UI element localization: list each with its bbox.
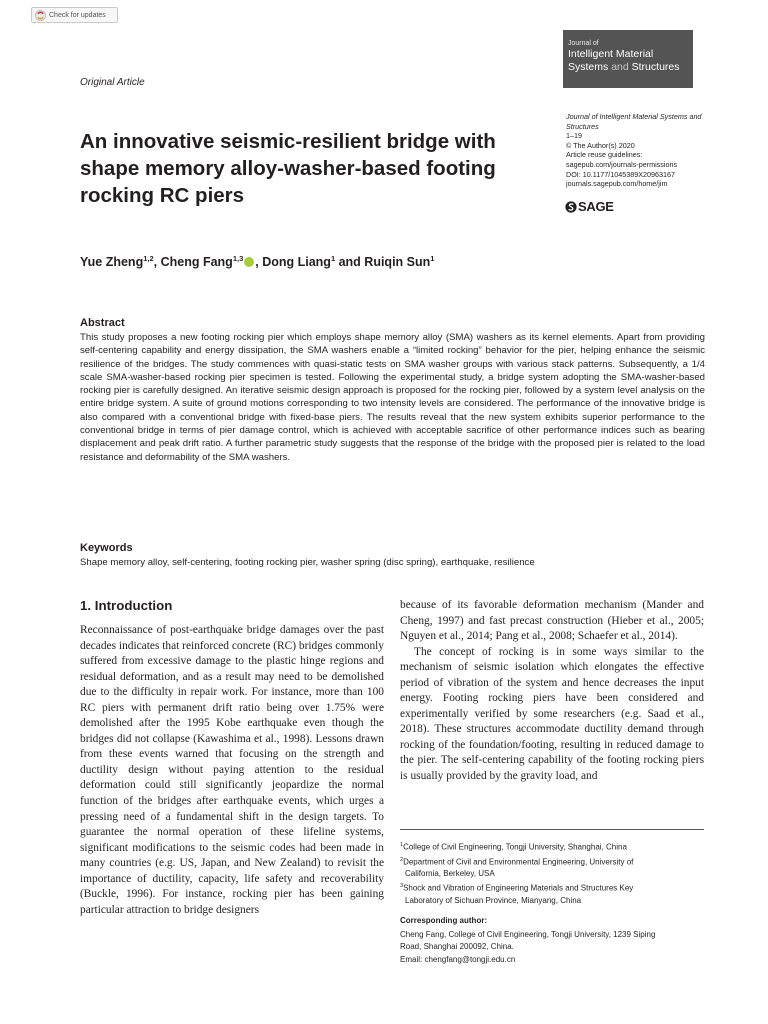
meta-reuse-link[interactable]: sagepub.com/journals-permissions	[566, 159, 678, 169]
sage-logo-icon	[565, 201, 577, 213]
publisher-logo	[565, 199, 614, 214]
body-column-right	[400, 598, 704, 785]
journal-logo-line1: Intelligent Material	[568, 48, 654, 60]
affiliation-item-continued: Laboratory of Sichuan Province, Mianyang, China	[405, 895, 582, 905]
journal-logo-line2: Systems and Structures	[568, 61, 680, 73]
body-column-left: Reconnaissance of post-earthquake bridge damages over the past decades indicates that reinforced concrete (RC) bridges commonly suffered from excessive damage to the plastic hinge regions and residual deformation, and as a result may need to be demolished due to the difficulty in repair work. For instance, more than 100 RC piers with permanent drift ratio being over 1.75% were demolished after the 1995 Kobe earthquake even though the bridges did not collapse (Kawashima et al., 1998). Lessons drawn from these events warned that focusing on the strength and ductility design without paying attention to the residual deformation could still significantly jeopardize the normal function of the bridges after earthquake events, which urges a pressing need of a fundamental shift in the design targets. To guarantee the normal operation of these lifeline systems, significant modifications to the seismic codes had been made in many countries (e.g. US, Japan, and New Zealand) to revisit the importance of ductility, capacity, life safety and recoverability (Buckle, 1996). For instance, rocking pier has been gaining particular attraction to bridge designers	[80, 624, 384, 916]
meta-doi[interactable]: DOI: 10.1177/1045389X20963167	[566, 169, 675, 179]
author-affiliation-sup: 1,2	[143, 254, 154, 263]
article-metadata	[566, 112, 726, 189]
check-for-updates-badge[interactable]	[31, 7, 118, 23]
meta-pages: 1–19	[566, 131, 582, 141]
meta-home-link[interactable]: journals.sagepub.com/home/jim	[566, 179, 668, 189]
journal-logo-prefix: Journal of	[568, 40, 599, 47]
meta-journal-name: Journal of Intelligent Material Systems and Structures	[566, 112, 702, 131]
affiliation-item: $^3$Shock and Vibration of Engineering Materials and Structures Key	[400, 883, 634, 893]
keywords-text: Shape memory alloy, self-centering, footing rocking pier, washer spring (disc spring), earthquake, resilience	[80, 557, 535, 568]
meta-reuse: Article reuse guidelines:	[566, 150, 643, 160]
abstract-heading: Abstract	[80, 317, 125, 329]
corresponding-author-email[interactable]: Email: chengfang@tongji.edu.cn	[400, 954, 516, 964]
keywords-heading: Keywords	[80, 542, 133, 554]
author-name[interactable]: Dong Liang	[262, 255, 331, 270]
article-title: An innovative seismic-resilient bridge with shape memory alloy-washer-based footing rocking RC piers	[80, 130, 496, 207]
abstract-text: This study proposes a new footing rocking pier which employs shape memory alloy (SMA) washers as its kernel elements. Apart from providing self-centering capability and energy dissipation, the SMA washers enable a “limited rocking” behavior for the pier, helping enhance the seismic resilience of the bridges. The study commences with quasi-static tests on SMA washer groups with various stack patterns. Subsequently, a 1/4 scale SMA-washer-based rocking pier specimen is tested. Following the experimental study, a bridge system adopting the SMA-washer-based rocking pier is carefully designed. An iterative seismic design approach is proposed for the rocking pier, followed by a system level analysis on the entire bridge system. A suite of ground motions corresponding to two intensity levels are considered. The performance of the innovative bridge is also compared with a conventional bridge with fixed-base piers. The results reveal that the new system exhibits superior performance to the conventional bridge in terms of pier damage control, which is achieved with acceptable sacrifice of other performance indices such as bearing displacement and peak drift ratio. A further parametric study suggests that the response of the bridge with the proposed pier is related to the load resistance and deformability of the SMA washers.	[80, 332, 705, 463]
affiliation-item-continued: California, Berkeley, USA	[405, 869, 495, 879]
check-for-updates-icon	[35, 10, 46, 21]
corresponding-author-details: Cheng Fang, College of Civil Engineering, Tongji University, 1239 Siping Road, Shanghai 200092, China. Email: chengfang@tongji.edu.cn	[400, 929, 700, 966]
meta-copyright: © The Author(s) 2020	[566, 140, 635, 150]
body-paragraph: The concept of rocking is in some ways similar to the mechanism of seismic isolation which elongates the effective period of vibration of the system and hence decreases the input energy. Footing rocking piers have been considered and experimentally verified by some researchers (e.g. Saad et al., 2018). These structures accommodate ductility demand through rocking of the foundation/footing, resulting in reduced damage to the pier. The self-centering capability of the footing rocking piers is usually provided by the gravity load, and	[400, 645, 704, 783]
affiliation-item: $^1$College of Civil Engineering, Tongji University, Shanghai, China	[400, 842, 627, 852]
author-affiliation-sup: 1	[430, 254, 435, 263]
journal-logo	[563, 30, 693, 88]
author-list: Yue Zheng$^{1,2}$, Cheng Fang$^{1,3}$ , Dong Liang$^1$ and Ruiqin Sun$^1$	[80, 254, 435, 270]
author-affiliation-sup: 1	[330, 254, 336, 263]
publisher-name: SAGE	[578, 199, 614, 214]
orcid-icon[interactable]	[244, 257, 254, 267]
check-for-updates-label: Check for updates	[49, 11, 106, 19]
author-affiliation-sup: 1,3	[232, 254, 244, 263]
article-type: Original Article	[80, 77, 145, 88]
author-name[interactable]: Cheng Fang	[160, 255, 233, 270]
author-name[interactable]: Yue Zheng	[80, 255, 144, 270]
affiliations	[400, 839, 704, 907]
introduction-heading: 1. Introduction	[80, 598, 173, 613]
affiliation-item: $^2$Department of Civil and Environmental Engineering, University of	[400, 856, 634, 867]
corresponding-author-heading: Corresponding author:	[400, 916, 488, 925]
body-paragraph: because of its favorable deformation mechanism (Mander and Cheng, 1997) and fast precast construction (Hieber et al., 2005; Nguyen et al., 2014; Pang et al., 2008; Schaefer et al., 2014).	[400, 599, 704, 643]
author-name[interactable]: Ruiqin Sun	[364, 255, 431, 270]
footnote-divider	[400, 829, 704, 830]
